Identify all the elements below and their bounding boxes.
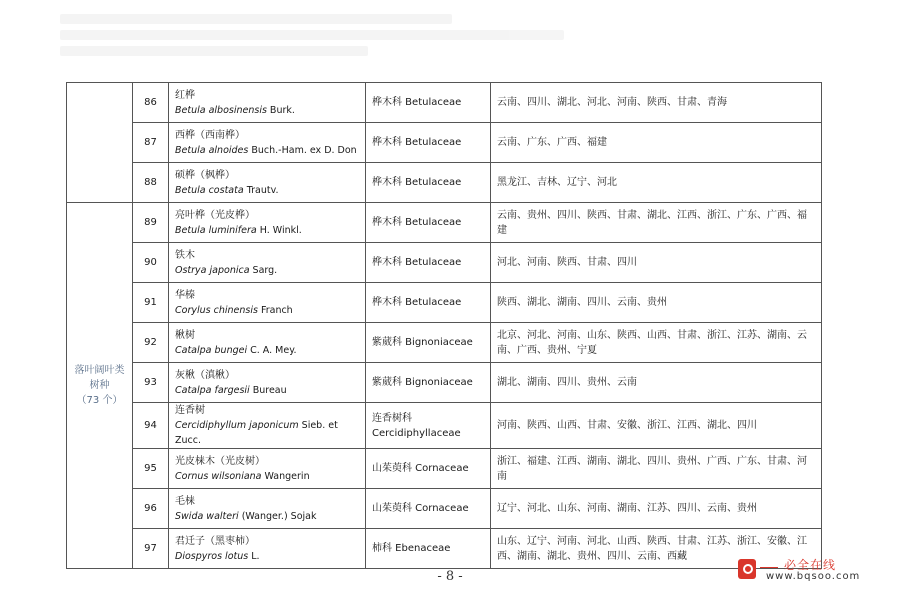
site-watermark[interactable] <box>738 556 888 586</box>
latin-binomial: Betula costata <box>175 184 244 196</box>
latin-name <box>175 549 359 564</box>
chinese-name: 楸树 <box>175 329 195 341</box>
category-label: 树种 <box>89 380 110 391</box>
species-number: 96 <box>133 489 169 529</box>
category-label: （73 个） <box>76 395 123 406</box>
latin-binomial: Betula albosinensis <box>175 104 267 116</box>
distribution-cell: 云南、贵州、四川、陕西、甘肃、湖北、江西、浙江、广东、广西、福建 <box>491 203 822 243</box>
latin-name <box>175 223 359 238</box>
latin-name <box>175 343 359 358</box>
watermark-url: www.bqsoo.com <box>766 571 861 582</box>
distribution-cell: 陕西、湖北、湖南、四川、云南、贵州 <box>491 283 822 323</box>
chinese-name: 连香树 <box>175 405 205 416</box>
family-cell: 山茱萸科 Cornaceae <box>366 449 491 489</box>
table-row <box>67 163 822 203</box>
distribution-cell: 北京、河北、河南、山东、陕西、山西、甘肃、浙江、江苏、湖南、云南、广西、贵州、宁夏 <box>491 323 822 363</box>
distribution-cell: 山东、辽宁、河南、河北、山西、陕西、甘肃、江苏、浙江、安徽、江西、湖南、湖北、贵州、四川、云南、西藏 <box>491 529 822 569</box>
category-cell <box>67 203 133 569</box>
species-name-cell <box>169 403 366 449</box>
latin-name <box>175 418 359 448</box>
chinese-name: 西桦（西南桦） <box>175 129 245 141</box>
latin-binomial: Betula alnoides <box>175 144 249 156</box>
latin-author: Sarg. <box>249 264 278 276</box>
category-cell-continued <box>67 83 133 203</box>
chinese-name: 毛梾 <box>175 495 195 507</box>
latin-binomial: Cercidiphyllum japonicum <box>175 420 299 431</box>
species-name-cell <box>169 203 366 243</box>
latin-author: L. <box>248 550 260 562</box>
latin-author: H. Winkl. <box>256 224 302 236</box>
logo-icon <box>738 559 756 579</box>
latin-name <box>175 383 359 398</box>
chinese-name: 铁木 <box>175 249 195 261</box>
latin-author: Franch <box>257 304 293 316</box>
latin-author: Sieb. et Zucc. <box>175 420 338 446</box>
latin-binomial: Corylus chinensis <box>175 304 258 316</box>
species-number: 89 <box>133 203 169 243</box>
family-cell: 桦木科 Betulaceae <box>366 163 491 203</box>
family-cell: 桦木科 Betulaceae <box>366 83 491 123</box>
family-cell: 桦木科 Betulaceae <box>366 243 491 283</box>
distribution-cell: 云南、广东、广西、福建 <box>491 123 822 163</box>
chinese-name: 硕桦（枫桦） <box>175 169 235 181</box>
species-name-cell <box>169 163 366 203</box>
chinese-name: 君迁子（黑枣柿） <box>175 535 255 547</box>
species-name-cell <box>169 449 366 489</box>
latin-author: Bureau <box>249 384 287 396</box>
latin-author: Trautv. <box>243 184 279 196</box>
species-table <box>66 82 822 569</box>
species-name-cell <box>169 489 366 529</box>
table-row <box>67 449 822 489</box>
latin-author: Wangerin <box>261 470 310 482</box>
species-name-cell <box>169 243 366 283</box>
latin-author: Burk. <box>266 104 295 116</box>
chinese-name: 光皮梾木（光皮树） <box>175 455 265 467</box>
latin-name <box>175 143 359 158</box>
species-number: 94 <box>133 403 169 449</box>
species-number: 90 <box>133 243 169 283</box>
family-cell: 连香树科 Cercidiphyllaceae <box>366 403 491 449</box>
table-row <box>67 83 822 123</box>
species-name-cell <box>169 363 366 403</box>
distribution-cell: 辽宁、河北、山东、河南、湖南、江苏、四川、云南、贵州 <box>491 489 822 529</box>
species-number: 97 <box>133 529 169 569</box>
table-row <box>67 323 822 363</box>
latin-author: Buch.-Ham. ex D. Don <box>248 144 357 156</box>
family-cell: 山茱萸科 Cornaceae <box>366 489 491 529</box>
species-number: 95 <box>133 449 169 489</box>
latin-author: (Wanger.) Sojak <box>238 510 317 522</box>
family-cell: 桦木科 Betulaceae <box>366 203 491 243</box>
species-name-cell <box>169 83 366 123</box>
latin-binomial: Cornus wilsoniana <box>175 470 262 482</box>
latin-binomial: Diospyros lotus <box>175 550 249 562</box>
species-number: 93 <box>133 363 169 403</box>
species-name-cell <box>169 323 366 363</box>
chinese-name: 华榛 <box>175 289 195 301</box>
latin-name <box>175 303 359 318</box>
distribution-cell: 黑龙江、吉林、辽宁、河北 <box>491 163 822 203</box>
latin-name <box>175 263 359 278</box>
distribution-cell: 云南、四川、湖北、河北、河南、陕西、甘肃、青海 <box>491 83 822 123</box>
latin-author: C. A. Mey. <box>247 344 297 356</box>
latin-name <box>175 183 359 198</box>
species-name-cell <box>169 529 366 569</box>
distribution-cell: 河北、河南、陕西、甘肃、四川 <box>491 243 822 283</box>
latin-binomial: Catalpa bungei <box>175 344 248 356</box>
species-number: 91 <box>133 283 169 323</box>
species-number: 92 <box>133 323 169 363</box>
table-row <box>67 489 822 529</box>
table-row <box>67 203 822 243</box>
latin-name <box>175 509 359 524</box>
species-number: 87 <box>133 123 169 163</box>
table-row <box>67 243 822 283</box>
family-cell: 桦木科 Betulaceae <box>366 123 491 163</box>
family-cell: 紫葳科 Bignoniaceae <box>366 363 491 403</box>
faded-header-bleed <box>60 8 620 68</box>
distribution-cell: 河南、陕西、山西、甘肃、安徽、浙江、江西、湖北、四川 <box>491 403 822 449</box>
species-table-body <box>67 83 822 569</box>
species-name-cell <box>169 123 366 163</box>
table-row <box>67 363 822 403</box>
family-cell: 紫葳科 Bignoniaceae <box>366 323 491 363</box>
chinese-name: 灰楸（滇楸） <box>175 369 235 381</box>
chinese-name: 亮叶桦（光皮桦） <box>175 209 255 221</box>
species-name-cell <box>169 283 366 323</box>
logo-line <box>760 567 778 568</box>
table-row <box>67 283 822 323</box>
latin-name <box>175 469 359 484</box>
table-row <box>67 123 822 163</box>
latin-binomial: Swida walteri <box>175 510 239 522</box>
latin-binomial: Betula luminifera <box>175 224 257 236</box>
category-label: 落叶阔叶类 <box>74 365 125 376</box>
table-row <box>67 529 822 569</box>
latin-binomial: Catalpa fargesii <box>175 384 250 396</box>
distribution-cell: 浙江、福建、江西、湖南、湖北、四川、贵州、广西、广东、甘肃、河南 <box>491 449 822 489</box>
species-number: 86 <box>133 83 169 123</box>
species-number: 88 <box>133 163 169 203</box>
watermark-title: 必全在线 <box>784 558 837 572</box>
family-cell: 桦木科 Betulaceae <box>366 283 491 323</box>
distribution-cell: 湖北、湖南、四川、贵州、云南 <box>491 363 822 403</box>
latin-binomial: Ostrya japonica <box>175 264 250 276</box>
page-number: - 8 - <box>437 569 463 584</box>
table-row <box>67 403 822 449</box>
chinese-name: 红桦 <box>175 89 195 101</box>
latin-name <box>175 103 359 118</box>
family-cell: 柿科 Ebenaceae <box>366 529 491 569</box>
